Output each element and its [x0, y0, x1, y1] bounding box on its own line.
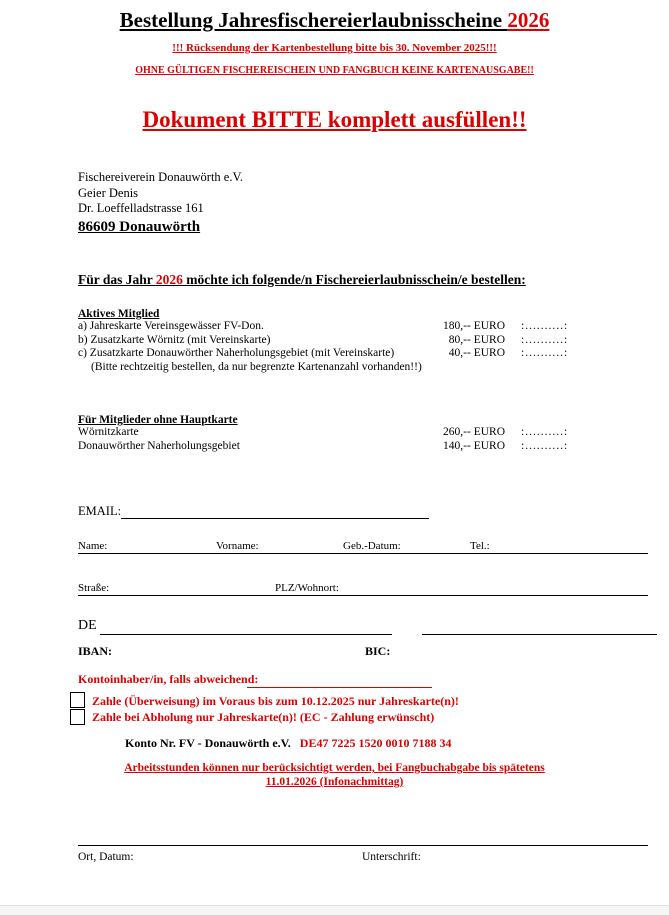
quantity-field[interactable]: :..........: — [521, 347, 569, 359]
price-row — [78, 426, 638, 440]
card-label: b) Zusatzkarte Wörnitz (mit Vereinskarte) — [78, 333, 271, 346]
bic-label: BIC: — [365, 644, 391, 658]
page-bottom-edge — [0, 905, 669, 915]
email-row — [78, 504, 429, 519]
tel-label: Tel.: — [470, 540, 490, 552]
kontoinhaber-label: Kontoinhaber/in, falls abweichend: — [78, 672, 259, 686]
card-price: 80,-- EURO — [448, 333, 505, 346]
bank-account-label: Konto Nr. FV - Donauwörth e.V. — [125, 736, 291, 750]
geb-datum-label: Geb.-Datum: — [343, 540, 401, 552]
card-label: a) Jahreskarte Vereinsgewässer FV-Don. — [78, 320, 264, 332]
iban-fill-line-1[interactable] — [100, 634, 392, 635]
email-label: EMAIL: — [78, 504, 122, 518]
email-fill-line[interactable] — [121, 505, 429, 519]
signature-line[interactable] — [78, 845, 648, 846]
card-price: 180,-- EURO — [443, 320, 505, 332]
price-row — [78, 334, 638, 348]
strasse-label: Straße: — [78, 582, 110, 594]
order-heading — [78, 272, 526, 288]
card-label: Wörnitzkarte — [78, 426, 139, 438]
iban-prefix: DE — [78, 618, 97, 633]
payment-option-pickup: Zahle bei Abholung nur Jahreskarte(n)! (EC - Zahlung erwünscht) — [92, 710, 435, 724]
club-street: Dr. Loeffelladstrasse 161 — [78, 201, 204, 215]
vorname-label: Vorname: — [216, 540, 259, 552]
bank-account-row — [125, 736, 451, 751]
payment-checkbox-pickup[interactable] — [70, 709, 85, 725]
kontoinhaber-fill-line[interactable] — [247, 687, 432, 688]
card-label: c) Zusatzkarte Donauwörther Naherholungsgebiet (mit Vereinskarte) — [78, 347, 395, 359]
price-row — [78, 440, 638, 454]
notice-fill-completely: Dokument BITTE komplett ausfüllen!! — [142, 107, 527, 132]
club-city: 86609 Donauwörth — [78, 218, 201, 235]
card-price: 140,-- EURO — [443, 439, 505, 452]
ort-datum-label: Ort, Datum: — [78, 851, 134, 863]
quantity-field[interactable]: :..........: — [521, 439, 569, 452]
unterschrift-label: Unterschrift: — [362, 851, 421, 863]
order-heading-year: 2026 — [155, 272, 183, 287]
order-heading-pre: Für das Jahr — [78, 272, 156, 287]
order-early-note: (Bitte rechtzeitig bestellen, da nur begrenzte Kartenanzahl vorhanden!!) — [91, 360, 422, 373]
section-heading-no-main-card: Für Mitglieder ohne Hauptkarte — [78, 414, 238, 426]
club-name: Fischereiverein Donauwörth e.V. — [78, 170, 244, 184]
card-label: Donauwörther Naherholungsgebiet — [78, 439, 240, 452]
price-row — [78, 347, 638, 361]
iban-label: IBAN: — [78, 644, 113, 658]
page-title-year: 2026 — [507, 8, 550, 32]
payment-checkbox-prepay[interactable] — [70, 692, 85, 708]
card-price: 40,-- EURO — [448, 347, 505, 359]
plz-wohnort-label: PLZ/Wohnort: — [275, 582, 339, 594]
quantity-field[interactable]: :..........: — [521, 333, 569, 346]
address-data-line[interactable] — [78, 578, 648, 596]
club-address-block — [78, 170, 243, 235]
section-heading-active-member: Aktives Mitglied — [78, 308, 160, 320]
quantity-field[interactable]: :..........: — [521, 320, 569, 332]
work-hours-note-line2: 11.01.2026 (Infonachmittag) — [265, 776, 404, 788]
quantity-field[interactable]: :..........: — [521, 426, 569, 438]
page-title-text: Bestellung Jahresfischereierlaubnisscheine — [119, 8, 508, 32]
work-hours-note-line1: Arbeitsstunden können nur berücksichtigt werden, bei Fangbuchabgabe bis spätetens — [124, 762, 545, 774]
iban-fill-line-2[interactable] — [422, 634, 657, 635]
card-price: 260,-- EURO — [443, 426, 505, 438]
notice-license-required: OHNE GÜLTIGEN FISCHEREISCHEIN UND FANGBUCH KEINE KARTENAUSGABE!! — [135, 65, 534, 76]
price-row — [78, 320, 638, 334]
page-title — [0, 8, 669, 33]
personal-data-line[interactable] — [78, 536, 648, 554]
bank-account-iban: DE47 7225 1520 0010 7188 34 — [299, 736, 452, 750]
order-heading-post: möchte ich folgende/n Fischereierlaubnisschein/e bestellen: — [182, 272, 526, 287]
name-label: Name: — [78, 540, 108, 552]
notice-return-deadline: !!! Rücksendung der Kartenbestellung bitte bis 30. November 2025!!! — [172, 42, 497, 54]
club-contact-person: Geier Denis — [78, 185, 139, 200]
payment-option-prepay: Zahle (Überweisung) im Voraus bis zum 10.12.2025 nur Jahreskarte(n)! — [92, 694, 459, 708]
